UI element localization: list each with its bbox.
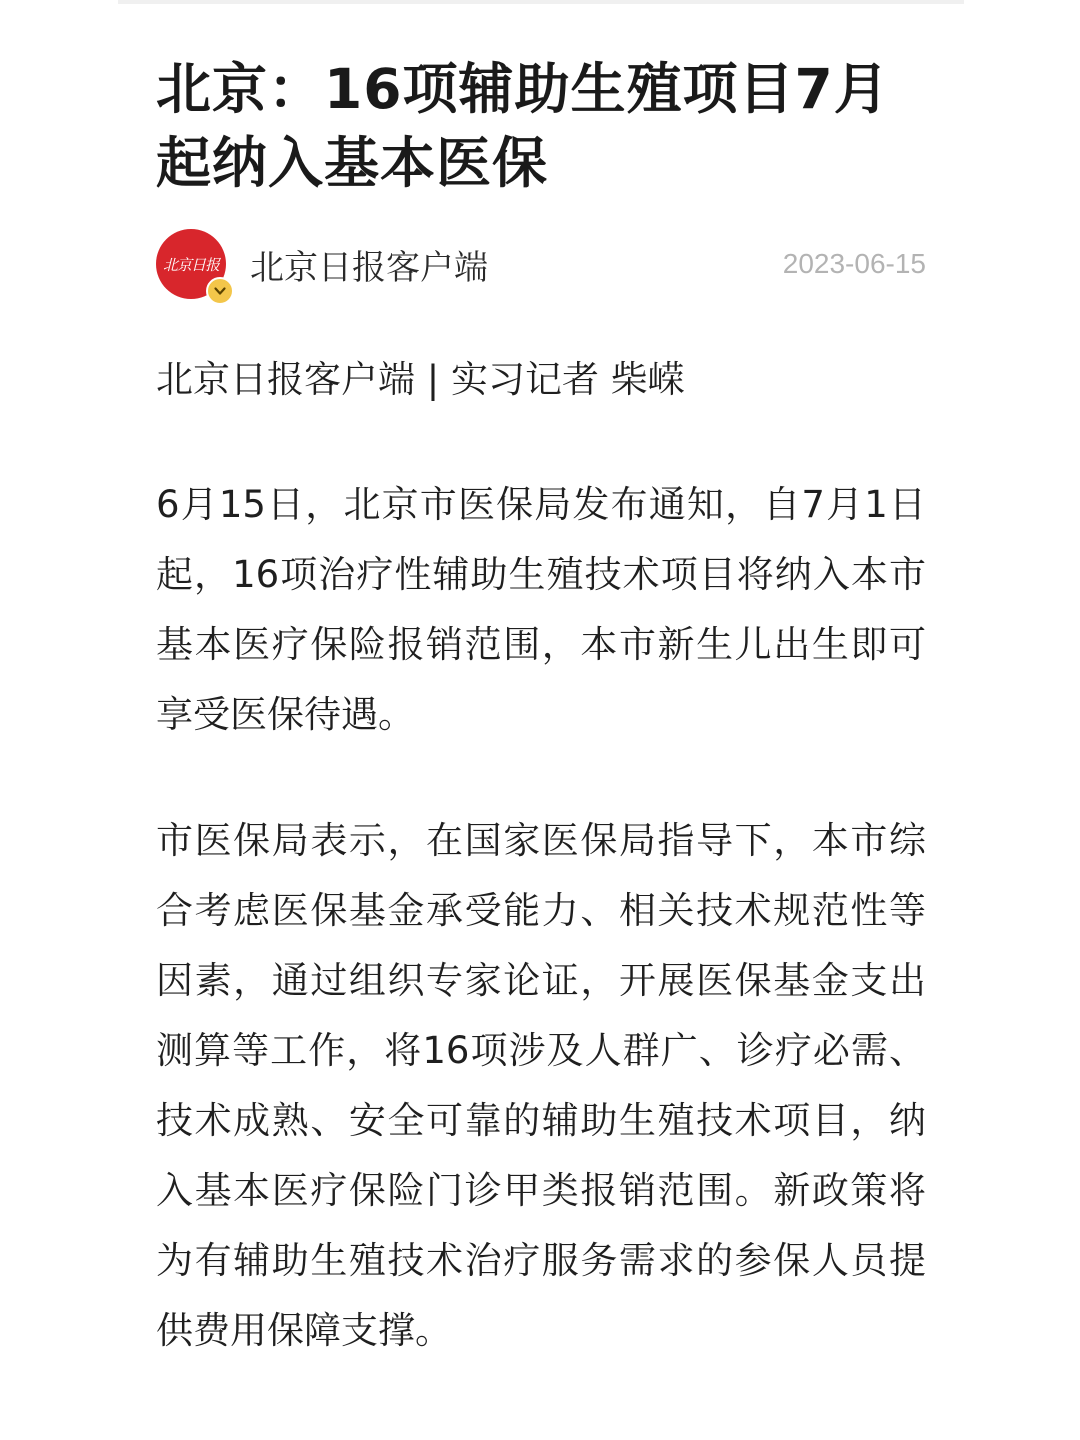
publish-date: 2023-06-15 (782, 248, 926, 279)
paragraph: 市医保局表示，在国家医保局指导下，本市综合考虑医保基金承受能力、相关技术规范性等因素，通过组织专家论证，开展医保基金支出测算等工作，将16项涉及人群广、诊疗必需、技术成熟、安全可靠的辅助生殖技术项目，纳入基本医疗保险门诊甲类报销范围。新政策将为有辅助生殖技术治疗服务需求的参保人员提供费用保障支撑。 (156, 819, 926, 1352)
verified-icon (206, 277, 234, 305)
avatar-logo-text: 北京日报 (162, 255, 219, 274)
paragraph: 6月15日，北京市医保局发布通知，自7月1日起，16项治疗性辅助生殖技术项目将纳入本市基本医疗保险报销范围，本市新生儿出生即可享受医保待遇。 (156, 483, 926, 736)
article (156, 52, 926, 1366)
source-name[interactable]: 北京日报客户端 (250, 247, 488, 288)
source-avatar[interactable] (156, 229, 226, 299)
article-title: 北京：16项辅助生殖项目7月起纳入基本医保 (156, 57, 890, 195)
source-bar (156, 228, 926, 300)
byline: 北京日报客户端 | 实习记者 柴嵘 (156, 358, 685, 401)
top-divider (118, 0, 964, 4)
